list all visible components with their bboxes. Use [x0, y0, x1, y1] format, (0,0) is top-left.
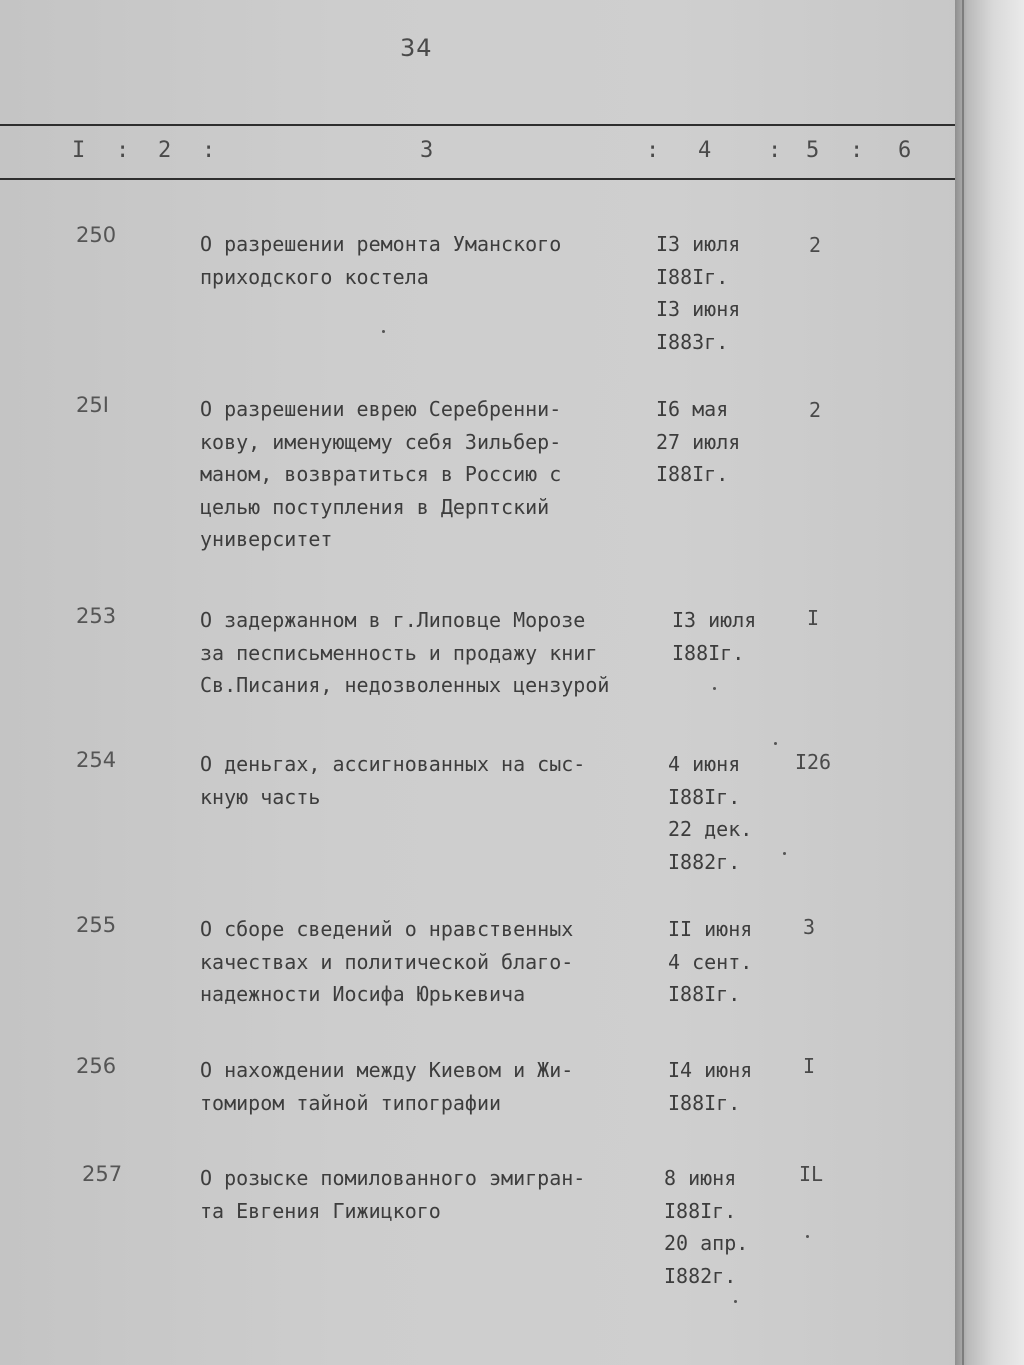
entry-number: 253 [76, 604, 117, 628]
entry-sheet-count: I [806, 606, 820, 630]
paper-speck [783, 852, 786, 855]
entry-number: 25I [76, 393, 109, 417]
entry-number: 256 [76, 1054, 117, 1078]
entry-title: О разрешении еврею Серебренни- кову, именующему себя Зильбер- маном, возвратиться в Россию с целью поступления в Дерптский университет [200, 397, 562, 551]
entry-title: О задержанном в г.Липовце Морозе за песписьменность и продажу книг Св.Писания, недозволенных цензурой [200, 608, 610, 697]
paper-speck [713, 687, 716, 690]
page-number: 34 [400, 34, 433, 62]
column-header-2: 2 [158, 138, 172, 163]
entry-sheet-count: 2 [808, 398, 822, 422]
page-edge-shadow [955, 0, 1024, 1365]
column-separator: : [850, 138, 864, 163]
entry-sheet-count: I [802, 1054, 816, 1078]
entry-title: О разрешении ремонта Уманского приходского костела [200, 232, 562, 289]
entry-dates: 4 июня I88Iг. 22 дек. I882г. [668, 752, 753, 874]
entry-sheet-count: I26 [794, 750, 832, 774]
column-separator: : [646, 138, 660, 163]
entry-sheet-count: 2 [808, 233, 822, 257]
column-header-3: 3 [420, 138, 434, 163]
paper-speck [806, 1235, 809, 1238]
entry-title: О нахождении между Киевом и Жи- томиром тайной типографии [200, 1058, 574, 1115]
column-header-1: I [72, 138, 86, 163]
entry-dates: I6 мая 27 июля I88Iг. [656, 397, 741, 486]
entry-number: 254 [76, 748, 117, 772]
entry-number: 250 [76, 223, 117, 247]
column-header-6: 6 [898, 138, 912, 163]
entry-sheet-count: IL [798, 1162, 824, 1186]
column-separator: : [768, 138, 782, 163]
entry-sheet-count: 3 [802, 915, 816, 939]
entry-dates: I3 июля I88Iг. I3 июня I883г. [656, 232, 741, 354]
entry-number: 255 [76, 913, 117, 937]
paper-speck [382, 330, 385, 333]
entry-dates: 8 июня I88Iг. 20 апр. I882г. [664, 1166, 749, 1288]
entry-dates: I4 июня I88Iг. [668, 1058, 753, 1115]
page-edge-line [962, 0, 964, 1365]
entry-dates: I3 июля I88Iг. [672, 608, 757, 665]
column-separator: : [202, 138, 216, 163]
entry-title: О розыске помилованного эмигран- та Евгения Гижицкого [200, 1166, 586, 1223]
column-header-4: 4 [698, 138, 712, 163]
paper-speck [774, 742, 777, 745]
entry-title: О сборе сведений о нравственных качествах и политической благо- надежности Иосифа Юрькевича [200, 917, 574, 1006]
column-header-5: 5 [806, 138, 820, 163]
entry-dates: II июня 4 сент. I88Iг. [668, 917, 753, 1006]
entry-title: О деньгах, ассигнованных на сыс- кную часть [200, 752, 586, 809]
header-bottom-rule [0, 178, 965, 180]
paper-speck [734, 1300, 737, 1303]
column-separator: : [116, 138, 130, 163]
entry-number: 257 [82, 1162, 123, 1186]
header-top-rule [0, 124, 955, 126]
